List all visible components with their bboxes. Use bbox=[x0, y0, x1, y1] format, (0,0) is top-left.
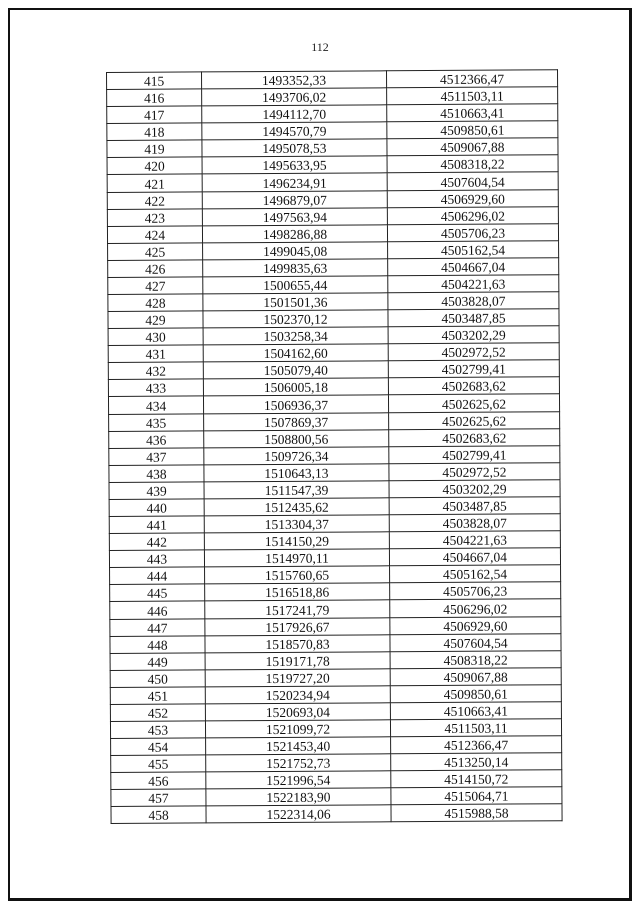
x-coordinate-cell: 1495633,95 bbox=[202, 156, 387, 174]
point-number-cell: 416 bbox=[107, 89, 202, 107]
y-coordinate-cell: 4507604,54 bbox=[387, 172, 558, 190]
point-number-cell: 429 bbox=[108, 311, 203, 329]
y-coordinate-cell: 4507604,54 bbox=[390, 633, 561, 651]
y-coordinate-cell: 4502625,62 bbox=[389, 411, 560, 429]
x-coordinate-cell: 1494570,79 bbox=[202, 122, 387, 140]
table-row bbox=[107, 155, 558, 175]
point-number-cell: 449 bbox=[110, 653, 205, 671]
x-coordinate-cell: 1507869,37 bbox=[204, 412, 389, 430]
table-row bbox=[107, 189, 558, 209]
x-coordinate-cell: 1498286,88 bbox=[202, 224, 387, 242]
x-coordinate-cell: 1519171,78 bbox=[205, 651, 390, 669]
y-coordinate-cell: 4503202,29 bbox=[388, 326, 559, 344]
table-row bbox=[110, 667, 561, 687]
table-row bbox=[107, 87, 558, 107]
y-coordinate-cell: 4508318,22 bbox=[387, 155, 558, 173]
point-number-cell: 445 bbox=[110, 584, 205, 602]
x-coordinate-cell: 1517926,67 bbox=[205, 617, 390, 635]
point-number-cell: 419 bbox=[107, 140, 202, 158]
table-row bbox=[108, 360, 559, 380]
x-coordinate-cell: 1513304,37 bbox=[204, 515, 389, 533]
y-coordinate-cell: 4515988,58 bbox=[391, 804, 562, 822]
table-row bbox=[111, 770, 562, 790]
point-number-cell: 444 bbox=[110, 567, 205, 585]
y-coordinate-cell: 4503828,07 bbox=[389, 514, 560, 532]
coordinates-table-body bbox=[107, 70, 563, 824]
x-coordinate-cell: 1517241,79 bbox=[205, 600, 390, 618]
y-coordinate-cell: 4510663,41 bbox=[390, 702, 561, 720]
point-number-cell: 433 bbox=[108, 379, 203, 397]
x-coordinate-cell: 1494112,70 bbox=[202, 105, 387, 123]
y-coordinate-cell: 4502683,62 bbox=[389, 428, 560, 446]
x-coordinate-cell: 1503258,34 bbox=[203, 327, 388, 345]
y-coordinate-cell: 4503828,07 bbox=[388, 292, 559, 310]
y-coordinate-cell: 4512366,47 bbox=[391, 736, 562, 754]
x-coordinate-cell: 1497563,94 bbox=[202, 207, 387, 225]
y-coordinate-cell: 4502683,62 bbox=[388, 377, 559, 395]
table-row bbox=[107, 206, 558, 226]
x-coordinate-cell: 1514150,29 bbox=[204, 532, 389, 550]
table-row bbox=[109, 514, 560, 534]
table-row bbox=[109, 531, 560, 551]
table-row bbox=[108, 292, 559, 312]
point-number-cell: 457 bbox=[111, 789, 206, 807]
table-row bbox=[109, 497, 560, 517]
table-row bbox=[110, 685, 561, 705]
x-coordinate-cell: 1493706,02 bbox=[202, 88, 387, 106]
y-coordinate-cell: 4503487,85 bbox=[388, 309, 559, 327]
table-row bbox=[109, 480, 560, 500]
point-number-cell: 423 bbox=[107, 209, 202, 227]
y-coordinate-cell: 4503487,85 bbox=[389, 497, 560, 515]
point-number-cell: 442 bbox=[109, 533, 204, 551]
table-row bbox=[109, 411, 560, 431]
point-number-cell: 452 bbox=[110, 704, 205, 722]
table-row bbox=[108, 326, 559, 346]
point-number-cell: 432 bbox=[108, 362, 203, 380]
x-coordinate-cell: 1504162,60 bbox=[203, 344, 388, 362]
point-number-cell: 425 bbox=[108, 243, 203, 261]
point-number-cell: 451 bbox=[110, 687, 205, 705]
point-number-cell: 431 bbox=[108, 345, 203, 363]
table-row bbox=[108, 394, 559, 414]
y-coordinate-cell: 4504667,04 bbox=[388, 258, 559, 276]
table-row bbox=[110, 719, 561, 739]
y-coordinate-cell: 4513250,14 bbox=[391, 753, 562, 771]
point-number-cell: 422 bbox=[107, 191, 202, 209]
point-number-cell: 447 bbox=[110, 618, 205, 636]
table-row bbox=[108, 343, 559, 363]
x-coordinate-cell: 1516518,86 bbox=[205, 583, 390, 601]
x-coordinate-cell: 1518570,83 bbox=[205, 634, 390, 652]
x-coordinate-cell: 1514970,11 bbox=[204, 549, 389, 567]
x-coordinate-cell: 1495078,53 bbox=[202, 139, 387, 157]
coordinates-table bbox=[106, 69, 563, 824]
table-row bbox=[110, 582, 561, 602]
x-coordinate-cell: 1520234,94 bbox=[205, 686, 390, 704]
point-number-cell: 427 bbox=[108, 277, 203, 295]
x-coordinate-cell: 1515760,65 bbox=[205, 566, 390, 584]
y-coordinate-cell: 4509067,88 bbox=[390, 667, 561, 685]
point-number-cell: 453 bbox=[110, 721, 205, 739]
point-number-cell: 417 bbox=[107, 106, 202, 124]
table-row bbox=[107, 104, 558, 124]
y-coordinate-cell: 4502972,52 bbox=[389, 463, 560, 481]
table-row bbox=[109, 428, 560, 448]
table-row bbox=[109, 463, 560, 483]
table-row bbox=[108, 258, 559, 278]
x-coordinate-cell: 1501501,36 bbox=[203, 293, 388, 311]
y-coordinate-cell: 4509067,88 bbox=[387, 138, 558, 156]
y-coordinate-cell: 4502625,62 bbox=[388, 394, 559, 412]
y-coordinate-cell: 4506929,60 bbox=[390, 616, 561, 634]
table-row bbox=[108, 241, 559, 261]
x-coordinate-cell: 1521752,73 bbox=[206, 754, 391, 772]
x-coordinate-cell: 1496234,91 bbox=[202, 173, 387, 191]
point-number-cell: 415 bbox=[107, 72, 202, 90]
table-row bbox=[110, 650, 561, 670]
point-number-cell: 435 bbox=[109, 413, 204, 431]
y-coordinate-cell: 4515064,71 bbox=[391, 787, 562, 805]
x-coordinate-cell: 1522183,90 bbox=[206, 788, 391, 806]
x-coordinate-cell: 1505079,40 bbox=[203, 361, 388, 379]
table-row bbox=[107, 138, 558, 158]
x-coordinate-cell: 1510643,13 bbox=[204, 464, 389, 482]
y-coordinate-cell: 4505162,54 bbox=[390, 565, 561, 583]
point-number-cell: 456 bbox=[111, 772, 206, 790]
y-coordinate-cell: 4505706,23 bbox=[390, 582, 561, 600]
point-number-cell: 430 bbox=[108, 328, 203, 346]
y-coordinate-cell: 4502972,52 bbox=[388, 343, 559, 361]
x-coordinate-cell: 1506936,37 bbox=[203, 395, 388, 413]
table-row bbox=[110, 633, 561, 653]
table-row bbox=[109, 445, 560, 465]
y-coordinate-cell: 4509850,61 bbox=[387, 121, 558, 139]
x-coordinate-cell: 1521453,40 bbox=[206, 737, 391, 755]
point-number-cell: 446 bbox=[110, 601, 205, 619]
table-row bbox=[110, 565, 561, 585]
table-row bbox=[107, 223, 558, 243]
table-row bbox=[111, 753, 562, 773]
table-row bbox=[110, 599, 561, 619]
table-row bbox=[107, 70, 558, 90]
x-coordinate-cell: 1499045,08 bbox=[203, 242, 388, 260]
y-coordinate-cell: 4504221,63 bbox=[388, 275, 559, 293]
point-number-cell: 458 bbox=[111, 806, 206, 824]
y-coordinate-cell: 4510663,41 bbox=[387, 104, 558, 122]
x-coordinate-cell: 1499835,63 bbox=[203, 259, 388, 277]
x-coordinate-cell: 1508800,56 bbox=[204, 429, 389, 447]
point-number-cell: 424 bbox=[107, 226, 202, 244]
x-coordinate-cell: 1506005,18 bbox=[203, 378, 388, 396]
point-number-cell: 438 bbox=[109, 465, 204, 483]
point-number-cell: 420 bbox=[107, 157, 202, 175]
x-coordinate-cell: 1509726,34 bbox=[204, 446, 389, 464]
y-coordinate-cell: 4514150,72 bbox=[391, 770, 562, 788]
table-row bbox=[108, 309, 559, 329]
y-coordinate-cell: 4502799,41 bbox=[389, 445, 560, 463]
table-row bbox=[110, 616, 561, 636]
table-row bbox=[108, 377, 559, 397]
x-coordinate-cell: 1496879,07 bbox=[202, 190, 387, 208]
table-row bbox=[108, 275, 559, 295]
x-coordinate-cell: 1512435,62 bbox=[204, 498, 389, 516]
point-number-cell: 439 bbox=[109, 482, 204, 500]
point-number-cell: 441 bbox=[109, 516, 204, 534]
point-number-cell: 440 bbox=[109, 499, 204, 517]
table-row bbox=[107, 172, 558, 192]
table-row bbox=[111, 804, 562, 824]
y-coordinate-cell: 4512366,47 bbox=[386, 70, 557, 88]
y-coordinate-cell: 4506296,02 bbox=[387, 206, 558, 224]
x-coordinate-cell: 1522314,06 bbox=[206, 805, 391, 823]
table-row bbox=[110, 702, 561, 722]
point-number-cell: 437 bbox=[109, 448, 204, 466]
y-coordinate-cell: 4505706,23 bbox=[387, 223, 558, 241]
x-coordinate-cell: 1520693,04 bbox=[205, 703, 390, 721]
point-number-cell: 436 bbox=[109, 431, 204, 449]
point-number-cell: 418 bbox=[107, 123, 202, 141]
y-coordinate-cell: 4506929,60 bbox=[387, 189, 558, 207]
table-row bbox=[111, 736, 562, 756]
point-number-cell: 428 bbox=[108, 294, 203, 312]
table-row bbox=[111, 787, 562, 807]
table-row bbox=[107, 121, 558, 141]
y-coordinate-cell: 4509850,61 bbox=[390, 685, 561, 703]
point-number-cell: 448 bbox=[110, 635, 205, 653]
x-coordinate-cell: 1500655,44 bbox=[203, 276, 388, 294]
x-coordinate-cell: 1521996,54 bbox=[206, 771, 391, 789]
table-row bbox=[109, 548, 560, 568]
point-number-cell: 454 bbox=[111, 738, 206, 756]
y-coordinate-cell: 4508318,22 bbox=[390, 650, 561, 668]
point-number-cell: 455 bbox=[111, 755, 206, 773]
y-coordinate-cell: 4504667,04 bbox=[389, 548, 560, 566]
y-coordinate-cell: 4502799,41 bbox=[388, 360, 559, 378]
point-number-cell: 421 bbox=[107, 174, 202, 192]
point-number-cell: 426 bbox=[108, 260, 203, 278]
x-coordinate-cell: 1519727,20 bbox=[205, 669, 390, 687]
y-coordinate-cell: 4511503,11 bbox=[390, 719, 561, 737]
page-number: 112 bbox=[311, 40, 329, 54]
y-coordinate-cell: 4511503,11 bbox=[387, 87, 558, 105]
y-coordinate-cell: 4504221,63 bbox=[389, 531, 560, 549]
point-number-cell: 434 bbox=[108, 396, 203, 414]
y-coordinate-cell: 4505162,54 bbox=[388, 241, 559, 259]
point-number-cell: 450 bbox=[110, 670, 205, 688]
y-coordinate-cell: 4506296,02 bbox=[390, 599, 561, 617]
x-coordinate-cell: 1493352,33 bbox=[202, 71, 387, 89]
x-coordinate-cell: 1521099,72 bbox=[205, 720, 390, 738]
x-coordinate-cell: 1511547,39 bbox=[204, 481, 389, 499]
point-number-cell: 443 bbox=[109, 550, 204, 568]
x-coordinate-cell: 1502370,12 bbox=[203, 310, 388, 328]
y-coordinate-cell: 4503202,29 bbox=[389, 480, 560, 498]
